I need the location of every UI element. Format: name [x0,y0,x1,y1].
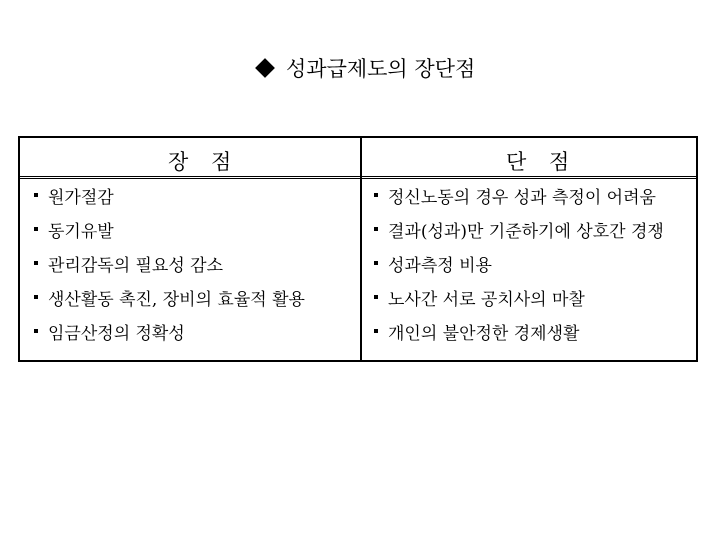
list-item [32,246,305,280]
list-item [372,178,664,212]
bullet-icon [34,193,38,197]
list-item [372,314,664,348]
disadvantage-text: 성과측정 비용 [388,255,492,276]
bullet-icon [34,261,38,265]
bullet-icon [374,227,378,231]
list-item [32,178,305,212]
advantage-text: 생산활동 촉진, 장비의 효율적 활용 [48,289,305,310]
bullet-icon [34,329,38,333]
advantage-text: 동기유발 [48,221,114,242]
advantages-header: 장 점 [168,150,240,174]
list-item [32,212,305,246]
list-item [32,314,305,348]
pros-cons-table [18,136,698,362]
bullet-icon [374,193,378,197]
advantages-list [32,178,305,348]
list-item [32,280,305,314]
bullet-icon [34,295,38,299]
disadvantage-text: 개인의 불안정한 경제생활 [388,323,580,344]
list-item [372,280,664,314]
advantage-text: 임금산정의 정확성 [48,323,185,344]
bullet-icon [374,329,378,333]
advantage-text: 관리감독의 필요성 감소 [48,255,224,276]
disadvantage-text: 노사간 서로 공치사의 마찰 [388,289,585,310]
disadvantage-text: 정신노동의 경우 성과 측정이 어려움 [388,187,656,208]
slide-title [254,52,475,84]
advantage-text: 원가절감 [48,187,114,208]
bullet-icon [374,261,378,265]
disadvantages-header: 단 점 [506,150,578,174]
bullet-icon [34,227,38,231]
disadvantage-text: 결과(성과)만 기준하기에 상호간 경쟁 [388,221,664,242]
list-item [372,246,664,280]
slide-title-text: 성과급제도의 장단점 [286,57,476,81]
diamond-icon [255,58,275,78]
column-divider [360,138,362,360]
disadvantages-list [372,178,664,348]
list-item [372,212,664,246]
bullet-icon [374,295,378,299]
